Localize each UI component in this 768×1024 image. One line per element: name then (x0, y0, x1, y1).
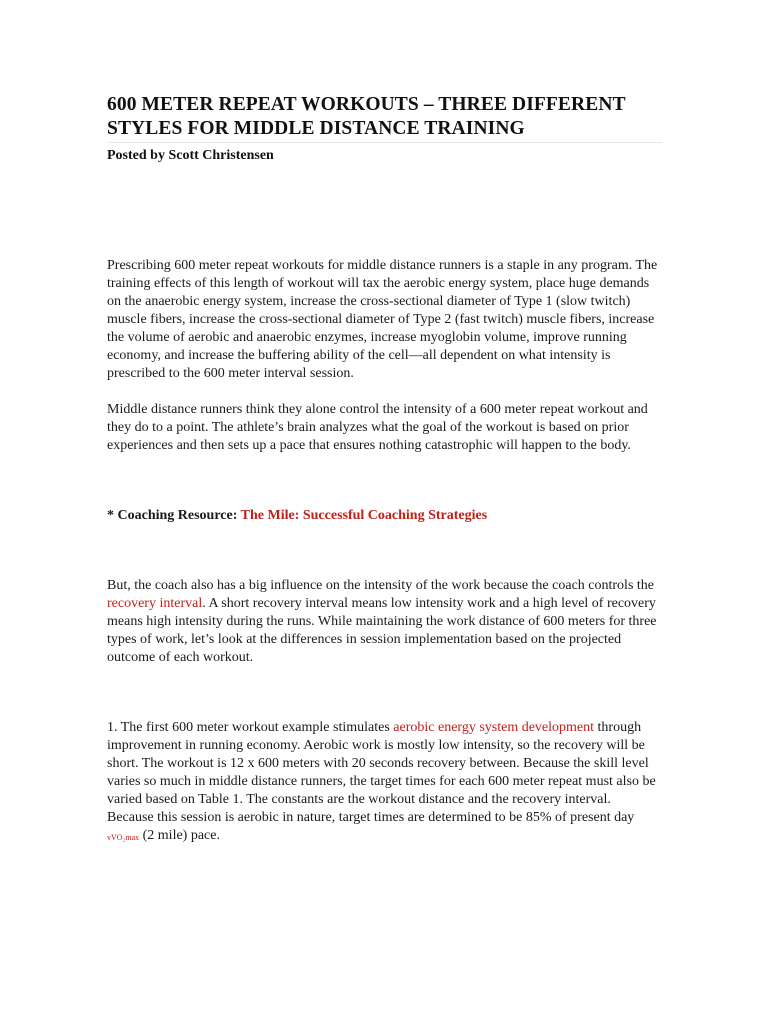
article-title: 600 METER REPEAT WORKOUTS – THREE DIFFERENT STYLES FOR MIDDLE DISTANCE TRAINING (107, 94, 626, 139)
paragraph-workout-1 (107, 719, 660, 847)
coaching-resource-line (107, 507, 660, 525)
workout1-text-2: through improvement in running economy. Aerobic work is mostly low intensity, so the recovery will be short. The workout is 12 x 600 meters with 20 seconds recovery between. Because the skill level varies so much in middle distance runners, the target times for each 600 meter repeat must also be varied based on Table 1. The constants are the workout distance and the recovery interval. Because this session is aerobic in nature, target times are determined to be 85% of present day (107, 720, 656, 825)
article-byline: Posted by Scott Christensen (107, 148, 274, 163)
coach-text-1: But, the coach also has a big influence on the intensity of the work because the coach controls the (107, 578, 654, 593)
workout1-text-1: 1. The first 600 meter workout example stimulates (107, 720, 394, 735)
paragraph-intro: Prescribing 600 meter repeat workouts for middle distance runners is a staple in any program. The training effects of this length of workout will tax the aerobic energy system, place huge demands on the anaerobic energy system, increase the cross-sectional diameter of Type 1 (slow twitch) muscle fibers, increase the cross-sectional diameter of Type 2 (fast twitch) muscle fibers, increase the volume of aerobic and anaerobic enzymes, increase myoglobin volume, improve running economy, and increase the buffering ability of the cell—all dependent on what intensity is prescribed to the 600 meter interval session. (107, 258, 658, 381)
recovery-interval-link[interactable]: recovery interval (107, 596, 203, 611)
resource-prefix: * (107, 508, 118, 523)
aerobic-system-link[interactable]: aerobic energy system development (393, 720, 595, 735)
paragraph-runners-intensity: Middle distance runners think they alone control the intensity of a 600 meter repeat workout and they do to a point. The athlete’s brain analyzes what the goal of the workout is based on prior experiences and then sets up a pace that ensures nothing catastrophic will happen to the body. (107, 402, 648, 453)
resource-link[interactable]: The Mile: Successful Coaching Strategies (240, 508, 488, 523)
title-divider (107, 142, 662, 143)
resource-colon: : (232, 508, 241, 523)
paragraph-coach-influence (107, 577, 660, 667)
vvo2max-inline[interactable]: vVO₂max (107, 833, 140, 842)
resource-label: Coaching Resource (117, 508, 233, 523)
workout1-text-3: (2 mile) pace. (139, 828, 220, 843)
coach-text-2: . A short recovery interval means low intensity work and a high level of recovery means high intensity during the runs. While maintaining the work distance of 600 meters for three types of work, let’s look at the differences in session implementation based on the projected outcome of each workout. (107, 596, 657, 665)
